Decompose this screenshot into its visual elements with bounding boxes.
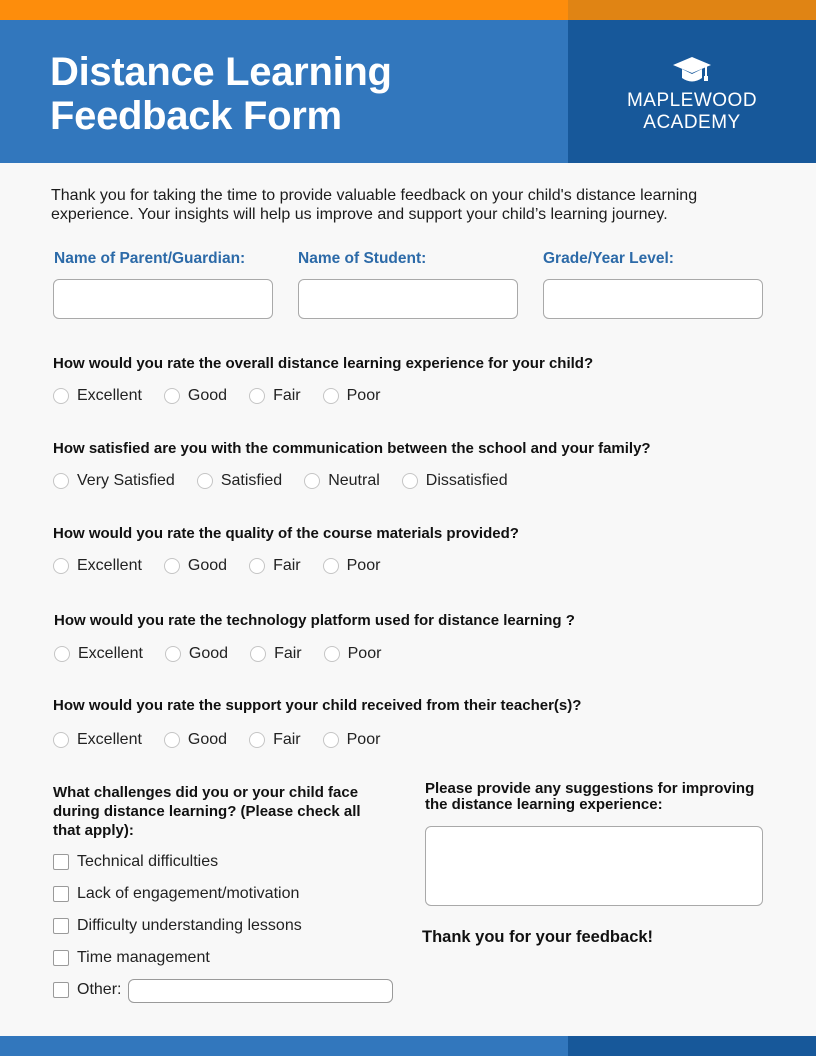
logo-text-line2: ACADEMY — [643, 112, 741, 133]
radio-button[interactable] — [164, 732, 180, 748]
suggestions-question: Please provide any suggestions for improving the distance learning experience: — [425, 780, 755, 813]
grade-level-label: Grade/Year Level: — [543, 250, 674, 267]
page-title-line2: Feedback Form — [50, 94, 342, 138]
radio-option[interactable]: Good — [164, 731, 227, 749]
radio-button[interactable] — [249, 558, 265, 574]
checkbox-other[interactable]: Other: — [53, 980, 121, 1000]
radio-group-teacher-support — [53, 729, 402, 751]
checkbox[interactable] — [53, 886, 69, 902]
radio-option[interactable]: Poor — [323, 387, 381, 405]
top-accent-bar-dark-orange — [568, 0, 816, 20]
radio-option[interactable]: Fair — [249, 731, 301, 749]
radio-group-overall-experience — [53, 385, 402, 407]
radio-button[interactable] — [53, 732, 69, 748]
radio-option[interactable]: Poor — [323, 557, 381, 575]
radio-option[interactable]: Neutral — [304, 472, 380, 490]
closing-message: Thank you for your feedback! — [422, 928, 654, 946]
footer-bar-dark-blue — [568, 1036, 816, 1056]
student-name-label: Name of Student: — [298, 250, 427, 267]
school-logo — [568, 56, 816, 134]
radio-option[interactable]: Excellent — [53, 557, 142, 575]
radio-group-technology-platform — [54, 643, 403, 665]
question-overall-experience: How would you rate the overall distance learning experience for your child? — [53, 355, 594, 372]
radio-button[interactable] — [323, 388, 339, 404]
question-technology-platform: How would you rate the technology platform used for distance learning ? — [54, 612, 575, 629]
question-communication: How satisfied are you with the communication between the school and your family? — [53, 440, 651, 457]
radio-option[interactable]: Dissatisfied — [402, 472, 508, 490]
footer-bar — [0, 1036, 816, 1056]
header-banner — [0, 20, 816, 163]
radio-button[interactable] — [164, 558, 180, 574]
intro-text: Thank you for taking the time to provide valuable feedback on your child's distance learning experience. Your insights will help us improve and support your child’s learning journey. — [51, 187, 698, 223]
radio-option[interactable]: Fair — [249, 557, 301, 575]
page-title — [50, 50, 392, 138]
radio-button[interactable] — [197, 473, 213, 489]
radio-button[interactable] — [53, 558, 69, 574]
page-title-line1: Distance Learning — [50, 50, 392, 94]
checkbox-difficulty-understanding[interactable]: Difficulty understanding lessons — [53, 916, 302, 936]
radio-button[interactable] — [402, 473, 418, 489]
radio-option[interactable]: Fair — [249, 387, 301, 405]
radio-option[interactable]: Excellent — [53, 731, 142, 749]
radio-option[interactable]: Excellent — [54, 645, 143, 663]
radio-button[interactable] — [54, 646, 70, 662]
challenges-question: What challenges did you or your child face during distance learning? (Please check all that apply): — [53, 784, 361, 839]
radio-button[interactable] — [323, 732, 339, 748]
parent-name-label: Name of Parent/Guardian: — [54, 250, 246, 267]
radio-button[interactable] — [249, 732, 265, 748]
radio-button[interactable] — [165, 646, 181, 662]
radio-button[interactable] — [323, 558, 339, 574]
radio-option[interactable]: Satisfied — [197, 472, 282, 490]
footer-bar-blue — [0, 1036, 568, 1056]
radio-button[interactable] — [250, 646, 266, 662]
radio-option[interactable]: Good — [164, 387, 227, 405]
other-challenge-input[interactable] — [128, 979, 393, 1003]
radio-button[interactable] — [324, 646, 340, 662]
checkbox[interactable] — [53, 854, 69, 870]
radio-button[interactable] — [53, 388, 69, 404]
radio-option[interactable]: Good — [164, 557, 227, 575]
checkbox-time-management[interactable]: Time management — [53, 948, 210, 968]
radio-button[interactable] — [53, 473, 69, 489]
checkbox[interactable] — [53, 950, 69, 966]
student-name-input[interactable] — [298, 279, 518, 319]
radio-option[interactable]: Very Satisfied — [53, 472, 175, 490]
radio-option[interactable]: Good — [165, 645, 228, 663]
checkbox[interactable] — [53, 982, 69, 998]
radio-button[interactable] — [164, 388, 180, 404]
radio-option[interactable]: Fair — [250, 645, 302, 663]
suggestions-textarea[interactable] — [425, 826, 763, 906]
parent-name-input[interactable] — [53, 279, 273, 319]
grade-level-input[interactable] — [543, 279, 763, 319]
radio-group-communication — [53, 470, 530, 492]
radio-group-course-materials — [53, 555, 402, 577]
radio-option[interactable]: Poor — [324, 645, 382, 663]
question-course-materials: How would you rate the quality of the course materials provided? — [53, 525, 519, 542]
top-accent-bar-orange — [0, 0, 568, 20]
checkbox-technical-difficulties[interactable]: Technical difficulties — [53, 852, 218, 872]
graduation-cap-icon — [672, 56, 712, 86]
radio-button[interactable] — [249, 388, 265, 404]
checkbox-lack-of-engagement[interactable]: Lack of engagement/motivation — [53, 884, 299, 904]
radio-option[interactable]: Excellent — [53, 387, 142, 405]
question-teacher-support: How would you rate the support your child received from their teacher(s)? — [53, 697, 582, 714]
logo-text-line1: MAPLEWOOD — [626, 90, 758, 111]
radio-option[interactable]: Poor — [323, 731, 381, 749]
top-accent-bar — [0, 0, 816, 20]
checkbox[interactable] — [53, 918, 69, 934]
radio-button[interactable] — [304, 473, 320, 489]
